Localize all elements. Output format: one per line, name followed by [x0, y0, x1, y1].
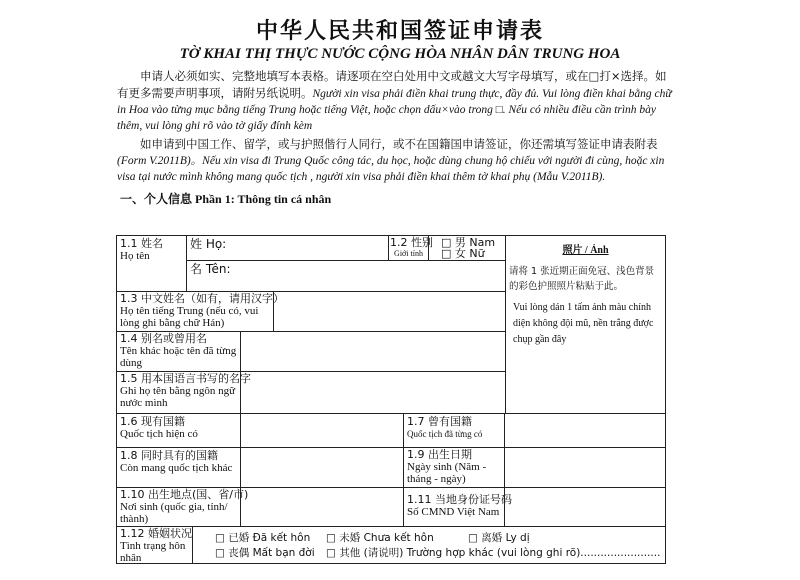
- divorced-checkbox[interactable]: □ 离婚 Ly dị: [468, 532, 530, 544]
- label-zh: 1.5 用本国语言书写的名字: [120, 372, 251, 385]
- gender-female-checkbox[interactable]: □ 女 Nữ: [441, 247, 485, 260]
- instructions-2-zh: 如申请到中国工作、留学，或与护照偕行人同行，或不在国籍国申请签证，你还需填写签证申请表附表: [140, 137, 658, 151]
- given-name-label: 名 Tên:: [190, 262, 231, 276]
- label-vi: Họ tên: [120, 250, 150, 262]
- label-1-9: [403, 447, 505, 488]
- instructions-1: [117, 68, 677, 134]
- section-vi: Phần 1: Thông tin cá nhân: [195, 192, 332, 206]
- gender-male-checkbox[interactable]: □ 男 Nam: [441, 236, 496, 249]
- former-nationality-field[interactable]: [504, 413, 666, 448]
- instructions-vi: Người xin visa phải điền khai trung thực, đầy đủ. Vui lòng điền khai bằng chữ in Hoa vào từng mục bằng tiếng Trung hoặc tiếng Việt, hoặc chọn dấu×vào trong □. Nếu có nhiều điều cần trình bày thêm, vui lòng ghi rõ vào tờ giấy đính kèm: [117, 88, 672, 132]
- instructions-zh: 申请人必须如实、完整地填写本表格。请逐项在空白处用中文或越文大写字母填写，或在□打×选择。如有更多需要声明事项，请附另纸说明。: [117, 69, 667, 100]
- label-zh: 1.7 曾有国籍: [407, 415, 472, 428]
- instructions: [117, 68, 677, 207]
- label-vi: Quốc tịch đã từng có: [407, 429, 483, 439]
- photo-instructions-zh: 请将 1 张近期正面免冠、浅色背景的彩色护照照片粘贴于此。: [509, 266, 655, 292]
- married-checkbox[interactable]: □ 已婚 Đã kết hôn: [215, 532, 311, 544]
- label-1-7: [403, 413, 505, 448]
- label-vi: Tình trạng hôn nhân: [120, 540, 186, 564]
- surname-field[interactable]: [186, 235, 389, 261]
- widowed-checkbox[interactable]: □ 丧偶 Mất bạn đời: [215, 547, 315, 559]
- label-vi: Giới tính: [394, 249, 423, 258]
- label-1-1: [116, 235, 187, 292]
- photo-title: 照片 / Ảnh: [562, 245, 609, 256]
- label-zh: 1.8 同时具有的国籍: [120, 449, 218, 462]
- other-checkbox[interactable]: □ 其他 (请说明) Trường hợp khác (vui lòng ghi rõ)........................: [326, 547, 661, 559]
- alias-field[interactable]: [240, 331, 506, 372]
- chinese-name-field[interactable]: [273, 291, 506, 332]
- other-nationality-field[interactable]: [240, 447, 404, 488]
- label-1-4: [116, 331, 241, 372]
- native-name-field[interactable]: [240, 371, 506, 414]
- label-zh: 1.11 当地身份证号码: [407, 493, 512, 506]
- birth-place-field[interactable]: [240, 487, 404, 527]
- label-zh: 1.1 姓名: [120, 237, 163, 250]
- label-vi: Ngày sinh (Năm - tháng - ngày): [407, 461, 487, 485]
- label-1-6: [116, 413, 241, 448]
- label-vi: Tên khác hoặc tên đã từng dùng: [120, 345, 237, 369]
- label-vi: Quốc tịch hiện có: [120, 428, 198, 440]
- label-zh: 1.6 现有国籍: [120, 415, 185, 428]
- label-1-2: [388, 235, 433, 261]
- instructions-2-vi: (Form V.2011B)。Nếu xin visa đi Trung Quốc công tác, du học, hoặc dùng chung hộ chiếu với người đi cùng, hoặc xin visa tại nước mình không mang quốc tịch , người xin visa phải điền khai thêm tờ khai phụ (Mẫu V.2011B).: [117, 155, 665, 183]
- label-zh: 1.3 中文姓名（如有，请用汉字）: [120, 292, 284, 305]
- label-1-8: [116, 447, 241, 488]
- label-vi: Nơi sinh (quốc gia, tỉnh/ thành): [120, 501, 228, 525]
- id-number-field[interactable]: [504, 487, 666, 527]
- form-title: 中华人民共和国签证申请表: [255, 19, 544, 44]
- instructions-2: [117, 136, 677, 185]
- marital-status-options: [192, 526, 666, 564]
- photo-instructions-vi: Vui lòng dán 1 tấm ảnh màu chính diện không đội mũ, nền trắng được chụp gần đây: [513, 302, 654, 345]
- given-name-field[interactable]: [186, 260, 506, 292]
- label-zh: 1.10 出生地点(国、省/市): [120, 488, 249, 501]
- label-1-12: [116, 526, 193, 564]
- gender-options: [428, 235, 506, 261]
- label-zh: 1.4 别名或曾用名: [120, 332, 207, 345]
- label-1-10: [116, 487, 249, 527]
- label-vi: Số CMND Việt Nam: [407, 506, 500, 518]
- label-vi: Ghi họ tên bằng ngôn ngữ nước mình: [120, 385, 236, 409]
- single-checkbox[interactable]: □ 未婚 Chưa kết hôn: [326, 532, 434, 544]
- label-1-11: [403, 487, 512, 527]
- surname-label: 姓 Họ:: [190, 237, 227, 251]
- label-zh: 1.2 性别: [390, 236, 433, 249]
- birth-date-field[interactable]: [504, 447, 666, 488]
- photo-box: [505, 235, 666, 414]
- label-1-3: [116, 291, 284, 332]
- form-subtitle: TỜ KHAI THỊ THỰC NƯỚC CỘNG HÒA NHÂN DÂN TRUNG HOA: [179, 46, 621, 62]
- label-zh: 1.12 婚姻状况: [120, 527, 192, 540]
- label-vi: Họ tên tiếng Trung (nếu có, vui lòng ghi bằng chữ Hán): [120, 305, 259, 329]
- section-heading: [120, 191, 677, 207]
- current-nationality-field[interactable]: [240, 413, 404, 448]
- section-zh: 一、个人信息: [120, 192, 193, 206]
- label-vi: Còn mang quốc tịch khác: [120, 462, 233, 474]
- label-zh: 1.9 出生日期: [407, 448, 472, 461]
- label-1-5: [116, 371, 251, 414]
